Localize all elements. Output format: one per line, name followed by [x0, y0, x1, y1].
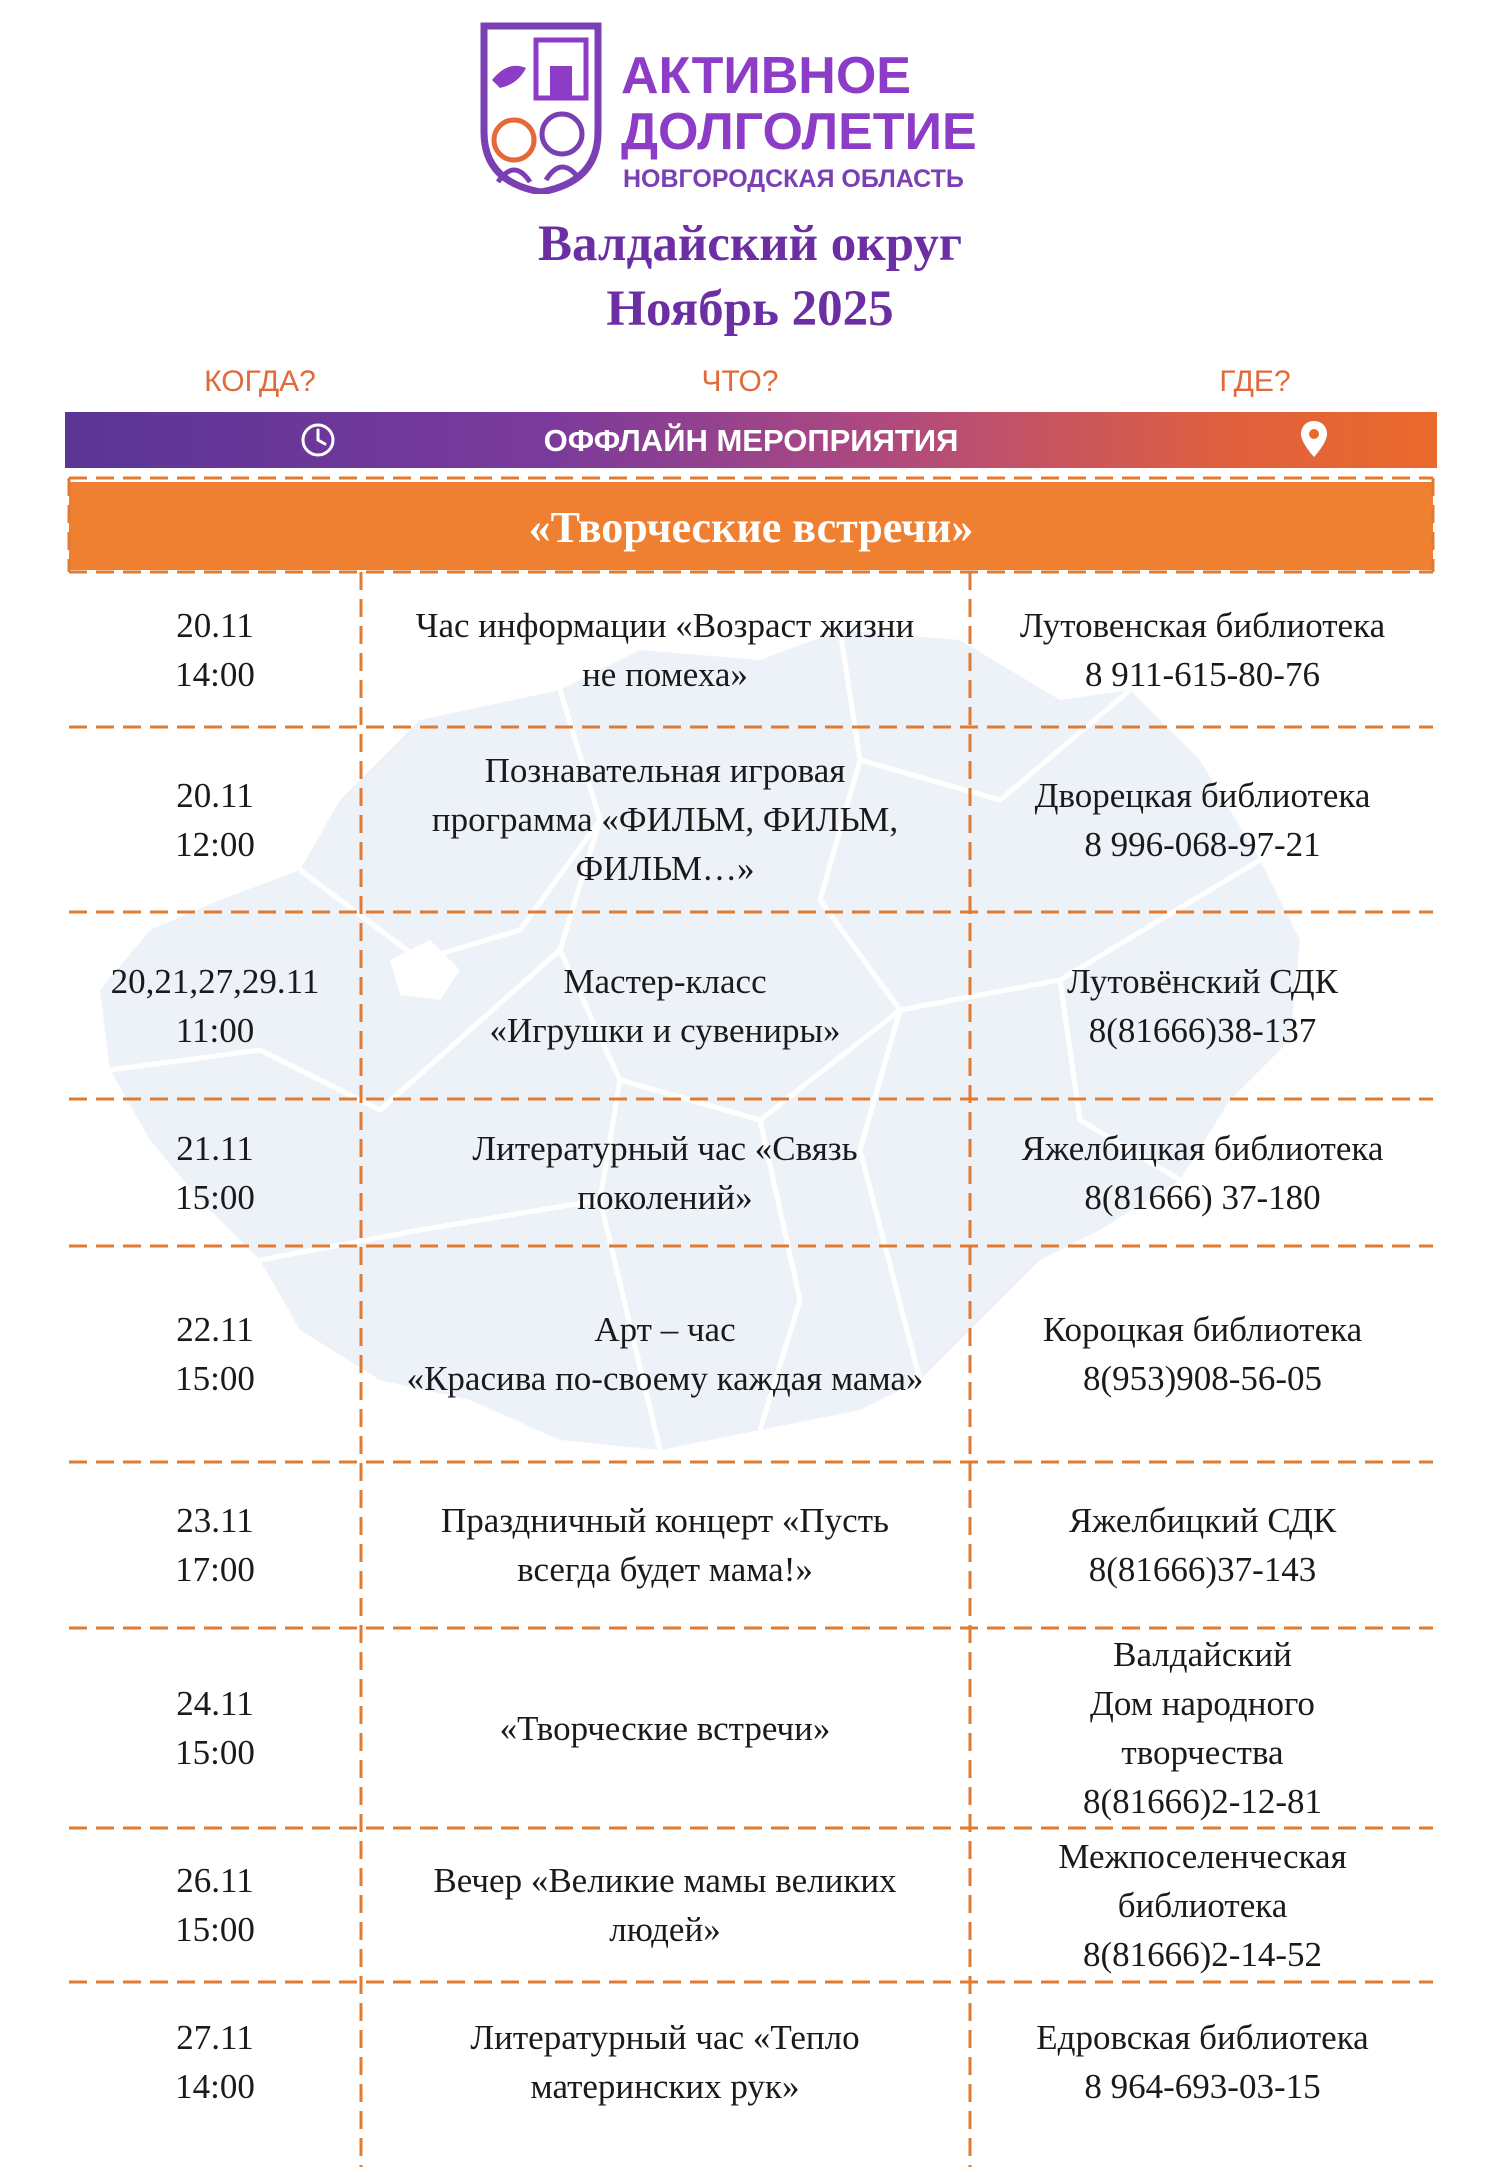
- logo-text-line2: ДОЛГОЛЕТИЕ: [621, 103, 977, 161]
- event-date: 24.11: [176, 1684, 254, 1723]
- event-title-line: «Творческие встречи»: [499, 1708, 831, 1748]
- event-place-cell: [970, 1828, 1435, 1982]
- event-place-cell: [970, 1246, 1435, 1462]
- event-phone: 8(81666)2-14-52: [1082, 1934, 1323, 1974]
- banner-label: ОФФЛАЙН МЕРОПРИЯТИЯ: [543, 423, 959, 458]
- event-time: 15:00: [175, 1733, 255, 1772]
- event-date: 23.11: [176, 1501, 254, 1540]
- event-phone: 8 911-615-80-76: [1085, 654, 1320, 694]
- logo-text-line1: АКТИВНОЕ: [621, 47, 911, 105]
- event-place: Валдайский: [1113, 1635, 1292, 1674]
- logo-text-region: НОВГОРОДСКАЯ ОБЛАСТЬ: [623, 165, 964, 193]
- event-phone: 8(81666)37-143: [1088, 1550, 1317, 1589]
- event-title-line: «Красива по-своему каждая мама»: [406, 1359, 924, 1398]
- event-phone: 8(81666)2-12-81: [1082, 1782, 1323, 1821]
- event-date-cell: [70, 1828, 360, 1982]
- event-date-cell: [70, 1462, 360, 1628]
- event-place: Дворецкая библиотека: [1034, 775, 1371, 815]
- event-phone: 8(81666) 37-180: [1084, 1177, 1321, 1217]
- event-title-line: Час информации «Возраст жизни: [415, 605, 915, 645]
- event-date: 20,21,27,29.11: [110, 961, 320, 1001]
- event-title-line: ФИЛЬМ…»: [575, 849, 755, 888]
- event-place: Лутовёнский СДК: [1066, 961, 1339, 1001]
- event-title-line: «Игрушки и сувениры»: [489, 1010, 841, 1050]
- event-time: 15:00: [175, 1177, 255, 1217]
- event-title-cell: [365, 572, 965, 727]
- column-label-where: ГДЕ?: [1219, 365, 1291, 398]
- event-place: библиотека: [1117, 1885, 1288, 1925]
- event-title-line: всегда будет мама!»: [517, 1550, 813, 1589]
- event-date-cell: [70, 1982, 360, 2142]
- event-title-line: Познавательная игровая: [484, 751, 846, 790]
- event-date-cell: [70, 912, 360, 1099]
- event-phone: 8(81666)38-137: [1088, 1010, 1317, 1050]
- event-phone: 8(953)908-56-05: [1082, 1359, 1323, 1398]
- event-title-line: Мастер-класс: [563, 961, 767, 1001]
- event-date: 20.11: [176, 605, 254, 645]
- column-label-what: ЧТО?: [701, 365, 779, 398]
- event-title-line: Литературный час «Тепло: [470, 2018, 860, 2057]
- event-place: Межпоселенческая: [1058, 1836, 1347, 1876]
- event-date-cell: [70, 1628, 360, 1828]
- event-phone: 8 964-693-03-15: [1084, 2067, 1321, 2106]
- event-title-line: Вечер «Великие мамы великих: [433, 1861, 897, 1900]
- event-title-cell: [365, 727, 965, 912]
- event-place-cell: [970, 727, 1435, 912]
- event-date-cell: [70, 1246, 360, 1462]
- event-title-cell: [365, 912, 965, 1099]
- event-date-cell: [70, 1099, 360, 1246]
- event-title-cell: [365, 1828, 965, 1982]
- event-title-line: людей»: [609, 1910, 721, 1949]
- event-title-line: Праздничный концерт «Пусть: [441, 1501, 889, 1540]
- event-date: 27.11: [176, 2018, 254, 2057]
- event-time: 11:00: [175, 1010, 255, 1050]
- event-title-line: Литературный час «Связь: [472, 1128, 858, 1168]
- event-phone: 8 996-068-97-21: [1084, 824, 1321, 864]
- event-place-cell: [970, 1982, 1435, 2142]
- event-date-cell: [70, 727, 360, 912]
- event-place: Едровская библиотека: [1036, 2018, 1369, 2057]
- event-date: 22.11: [176, 1310, 254, 1349]
- event-place: Яжелбицкая библиотека: [1021, 1128, 1384, 1168]
- event-place: Яжелбицкий СДК: [1068, 1501, 1337, 1540]
- event-title-cell: [365, 1246, 965, 1462]
- event-place: творчества: [1121, 1733, 1284, 1772]
- page-title: Валдайский округ: [537, 216, 963, 272]
- event-date: 26.11: [176, 1861, 254, 1900]
- event-title-line: поколений»: [577, 1177, 753, 1217]
- event-title-line: материнских рук»: [530, 2067, 800, 2106]
- event-place-cell: [970, 1628, 1435, 1828]
- event-place-cell: [970, 572, 1435, 727]
- event-time: 17:00: [175, 1550, 255, 1589]
- event-time: 15:00: [175, 1910, 255, 1949]
- event-place-cell: [970, 1099, 1435, 1246]
- event-time: 14:00: [175, 654, 255, 694]
- event-title-cell: [365, 1628, 965, 1828]
- event-place: Дом народного: [1090, 1684, 1315, 1723]
- event-date: 20.11: [176, 775, 254, 815]
- event-time: 14:00: [175, 2067, 255, 2106]
- column-label-when: КОГДА?: [204, 365, 316, 398]
- event-place-cell: [970, 912, 1435, 1099]
- event-date: 21.11: [176, 1128, 254, 1168]
- event-time: 12:00: [175, 824, 255, 864]
- event-title-line: не помеха»: [582, 654, 748, 694]
- event-title-cell: [365, 1982, 965, 2142]
- event-place: Короцкая библиотека: [1042, 1310, 1363, 1349]
- event-date-cell: [70, 572, 360, 727]
- event-title-line: Арт – час: [594, 1310, 736, 1349]
- event-place-cell: [970, 1462, 1435, 1628]
- event-title-cell: [365, 1462, 965, 1628]
- section-title: «Творческие встречи»: [528, 503, 974, 552]
- event-time: 15:00: [175, 1359, 255, 1398]
- event-place: Лутовенская библиотека: [1019, 605, 1386, 645]
- page-subtitle: Ноябрь 2025: [606, 281, 894, 337]
- event-title-cell: [365, 1099, 965, 1246]
- event-title-line: программа «ФИЛЬМ, ФИЛЬМ,: [431, 800, 899, 839]
